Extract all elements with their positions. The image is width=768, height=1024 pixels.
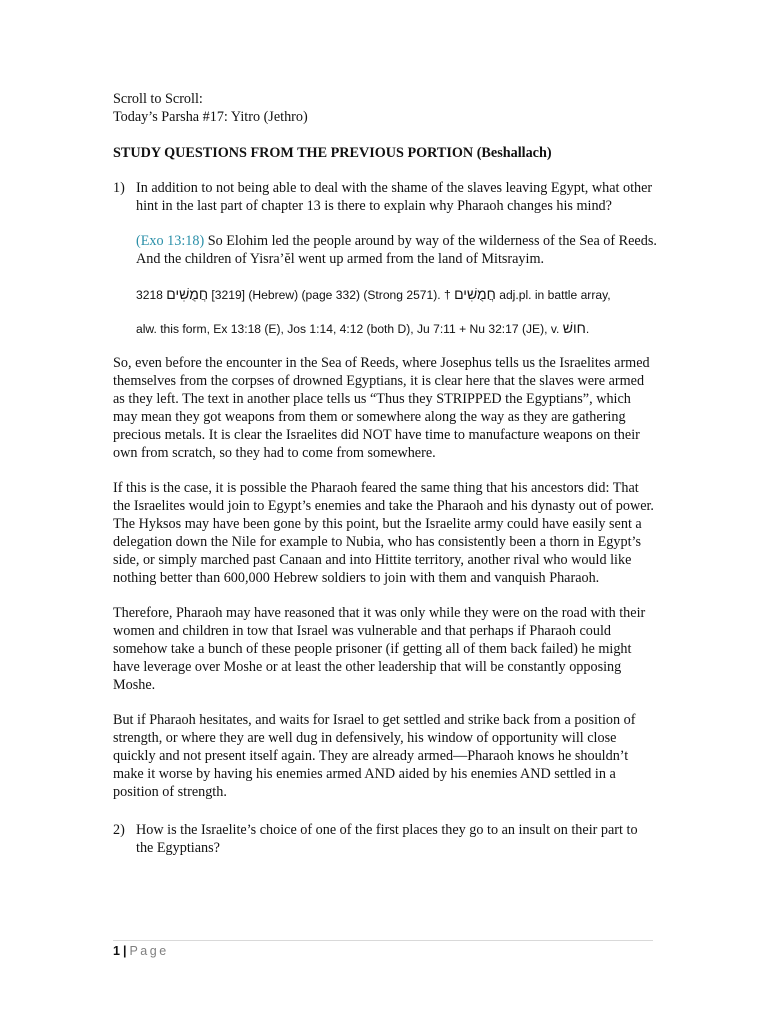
lexicon-line-1 (136, 286, 658, 303)
lexicon-line-2 (136, 320, 658, 337)
hebrew-word: חֲמֻשִׁים (166, 286, 209, 302)
lexicon-citations: alw. this form, Ex 13:18 (E), Jos 1:14, 4:12 (both D), Ju 7:11 + Nu 32:17 (JE), v. (136, 322, 563, 336)
lexicon-entry (136, 286, 658, 337)
document-body (113, 90, 658, 857)
lexicon-definition: adj.pl. in battle array, (495, 288, 611, 302)
scripture-text: So Elohim led the people around by way of the wilderness of the Sea of Reeds. And the children of Yisra’ĕl went up armed from the land of Mitsrayim. (136, 233, 657, 267)
document-header (113, 90, 658, 126)
series-title: Scroll to Scroll: (113, 91, 203, 107)
paragraph-1: So, even before the encounter in the Sea of Reeds, where Josephus tells us the Israelites armed themselves from the corpses of drowned Egyptians, it is clear here that the slaves were armed as they left. The text in another place tells us “Thus they STRIPPED the Egyptians”, which may mean they got weapons from them or somewhere along the way as they are gathering precious metals. It is clear the Israelites did NOT have time to manufacture weapons on their own from scratch, so they had to come from somewhere. (113, 355, 650, 461)
lexicon-end: . (585, 322, 590, 336)
page-footer (113, 944, 169, 958)
question-text: In addition to not being able to deal with the shame of the slaves leaving Egypt, what other hint in the last part of chapter 13 is there to explain why Pharaoh changes his mind? (136, 180, 653, 214)
page-label: Page (129, 944, 169, 958)
paragraph-4: But if Pharaoh hesitates, and waits for Israel to get settled and strike back from a position of strength, or where they are well dug in defensively, his window of opportunity will close quickly and not present itself again. They are already armed—Pharaoh knows he shouldn’t make it worse by having his enemies armed AND aided by his enemies AND settled in a position of strength. (113, 712, 636, 800)
question-1 (113, 179, 658, 215)
question-2 (113, 821, 658, 857)
lexicon-number: 3218 (136, 288, 167, 302)
lexicon-reference: [3219] (Hebrew) (page 332) (Strong 2571). † (208, 288, 455, 302)
paragraph-2: If this is the case, it is possible the Pharaoh feared the same thing that his ancestors did: That the Israelites would join to Egypt’s enemies and take the Pharaoh and his dynasty out of power. The Hyksos may have been gone by this point, but the Israelite army could have easily sent a delegation down the Nile for example to Nubia, who has consistently been a thorn in Egypt’s side, or simply marched past Canaan and into Hittite territory, another rival who would like nothing better than 600,000 Hebrew soldiers to join with them and vanquish Pharaoh. (113, 480, 654, 586)
question-number: 1) (113, 180, 125, 196)
scripture-reference-link[interactable]: (Exo 13:18) (136, 233, 205, 249)
hebrew-root: חושׁ (562, 320, 586, 336)
section-heading: STUDY QUESTIONS FROM THE PREVIOUS PORTION (Beshallach) (113, 145, 552, 161)
footer-divider (113, 940, 653, 941)
parsha-title: Today’s Parsha #17: Yitro (Jethro) (113, 109, 308, 125)
paragraph-3: Therefore, Pharaoh may have reasoned that it was only while they were on the road with their women and children in tow that Israel was vulnerable and that perhaps if Pharaoh could somehow take a bunch of these people prisoner (if getting all of them back failed) he might have leverage over Moshe or at least the other leadership that will be constantly opposing Moshe. (113, 605, 646, 693)
scripture-quote (136, 232, 658, 268)
footer-separator: | (122, 944, 127, 958)
hebrew-word: חֲמֻשִׁים (454, 286, 496, 302)
question-number: 2) (113, 822, 125, 838)
question-text: How is the Israelite’s choice of one of the first places they go to an insult on their part to the Egyptians? (136, 822, 638, 856)
page-number: 1 (113, 944, 120, 958)
